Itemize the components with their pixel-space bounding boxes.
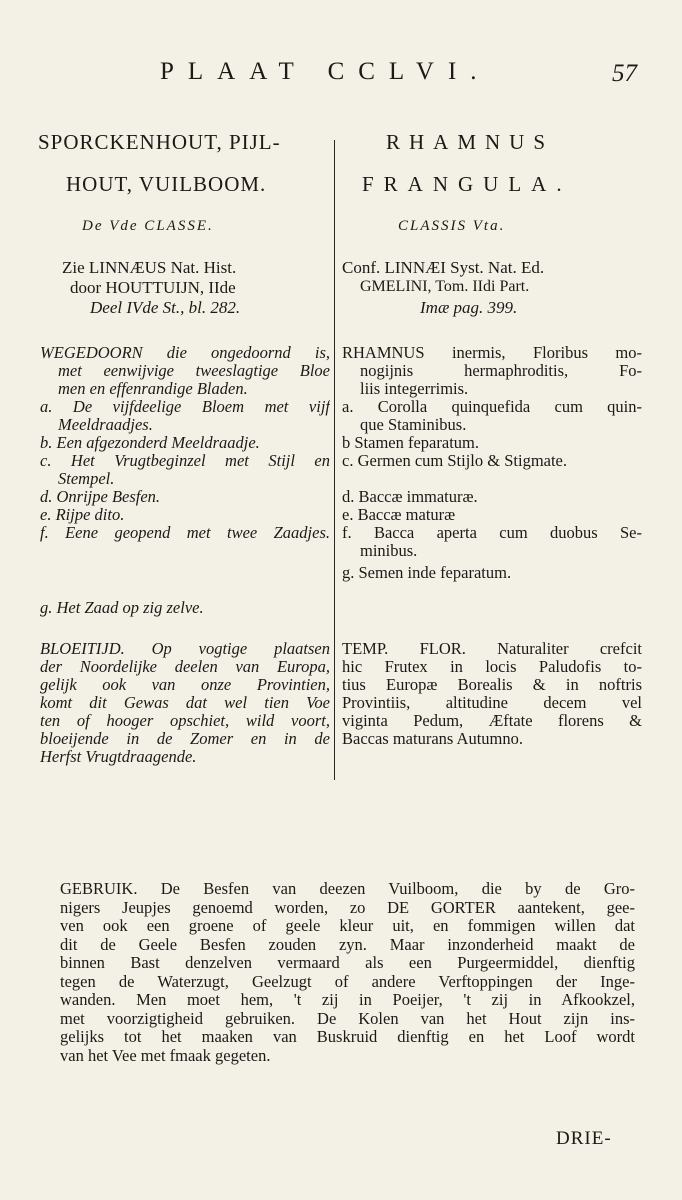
right-ref-line3: Imæ pag. 399. [420, 298, 518, 317]
left-bloei-line: ten of hooger opschiet, wild voort, [40, 712, 330, 730]
right-ref-line1: Conf. LINNÆI Syst. Nat. Ed. [342, 258, 545, 277]
gebruik-line: wanden. Men moet hem, 't zij in Poeijer, 't zij in Afkookzel, [60, 990, 635, 1009]
plate-title: PLAAT CCLVI. [160, 58, 491, 85]
left-desc-line: Stempel. [58, 470, 115, 488]
left-bloei-line: komt dit Gewas dat wel tien Voe [40, 694, 330, 712]
left-ref-line1: Zie LINNÆUS Nat. Hist. [62, 258, 237, 277]
right-ref-line2: GMELINI, Tom. IIdi Part. [360, 278, 530, 295]
right-desc-line: liis integerrimis. [360, 380, 469, 398]
gebruik-line: dit de Geele Besfen zouden zyn. Maar inzonderheid maakt de [60, 934, 635, 954]
left-desc-line: b. Een afgezonderd Meeldraadje. [40, 434, 260, 452]
left-ref-line3: Deel IVde St., bl. 282. [90, 298, 241, 317]
right-desc-line: minibus. [360, 542, 418, 560]
page-number: 57 [612, 60, 637, 87]
gebruik-line: tegen de Waterzugt, Geelzugt of andere Verftoppingen der Inge- [60, 971, 635, 991]
gebruik-line: nigers Jeupjes genoemd worden, zo DE GORTER aantekent, gee- [60, 897, 635, 917]
right-desc-line: c. Germen cum Stijlo & Stigmate. [342, 452, 568, 470]
right-title-line2: FRANGULA. [362, 172, 572, 196]
left-desc-line: c. Het Vrugtbeginzel met Stijl en [40, 452, 330, 470]
left-desc-line: d. Onrijpe Besfen. [40, 488, 161, 506]
gebruik-line: gelijks tot het maaken van Buskruid dienftig en het Loof wordt [60, 1027, 635, 1046]
gebruik-line: van het Vee met fmaak gegeten. [60, 1045, 271, 1065]
right-desc-line: b Stamen feparatum. [342, 434, 479, 452]
left-bloei-line: der Noordelijke deelen van Europa, [40, 658, 330, 676]
left-desc-line: men en effenrandige Bladen. [58, 380, 248, 398]
right-desc-line: RHAMNUS inermis, Floribus mo- [342, 344, 642, 362]
left-desc-line: met eenwijvige tweeslagtige Bloe [58, 362, 330, 380]
left-bloeitijd [40, 640, 330, 766]
right-desc-line: a. Corolla quinquefida cum quin- [342, 398, 642, 416]
right-desc-line: f. Bacca aperta cum duobus Se- [342, 524, 642, 542]
left-bloei-line: bloeijende in de Zomer en in de [40, 730, 330, 748]
left-description [40, 344, 330, 542]
left-ref-line2: door HOUTTUIJN, IIde [70, 278, 236, 297]
left-title-line1: SPORCKENHOUT, PIJL- [38, 130, 281, 154]
column-divider [334, 140, 335, 780]
right-temp-line: tius Europæ Borealis & in noftris [342, 676, 642, 694]
left-desc-line: e. Rijpe dito. [40, 506, 125, 524]
right-temp-line: hic Frutex in locis Paludofis to- [342, 658, 642, 676]
left-title-line2: HOUT, VUILBOOM. [66, 172, 267, 196]
right-description [342, 344, 642, 582]
right-temp-line: Baccas maturans Autumno. [342, 730, 524, 748]
right-desc-line: g. Semen inde feparatum. [342, 564, 512, 582]
right-desc-line: nogijnis hermaphroditis, Fo- [360, 362, 642, 380]
gebruik-line: met voorzigtigheid gebruiken. De Kolen van het Hout zijn ins- [60, 1008, 635, 1028]
right-classis: CLASSIS Vta. [398, 218, 506, 234]
left-desc-line: f. Eene geopend met twee Zaadjes. [40, 524, 330, 542]
left-bloei-line: BLOEITIJD. Op vogtige plaatsen [40, 640, 330, 658]
catchword: DRIE- [556, 1128, 612, 1149]
right-temp-flor [342, 640, 642, 748]
right-temp-line: Provintiis, altitudine decem vel [342, 694, 642, 712]
gebruik-paragraph [60, 880, 635, 1065]
left-g-line: g. Het Zaad op zig zelve. [40, 598, 204, 617]
right-desc-line: que Staminibus. [360, 416, 467, 434]
left-desc-line: Meeldraadjes. [58, 416, 153, 434]
gebruik-line: GEBRUIK. De Besfen van deezen Vuilboom, die by de Gro- [60, 879, 635, 898]
left-desc-line: a. De vijfdeelige Bloem met vijf [40, 398, 330, 416]
gebruik-line: binnen Bast denzelven vermaard als een Purgeermiddel, dienftig [60, 953, 635, 972]
left-bloei-line: gelijk ook van onze Provintien, [40, 676, 330, 694]
left-classe: De Vde CLASSE. [82, 218, 214, 234]
right-temp-line: viginta Pedum, Æftate florens & [342, 712, 642, 730]
right-temp-line: TEMP. FLOR. Naturaliter crefcit [342, 640, 642, 658]
right-desc-line: d. Baccæ immaturæ. [342, 488, 478, 506]
right-desc-line: e. Baccæ maturæ [342, 506, 456, 524]
left-bloei-line: Herfst Vrugtdraagende. [40, 748, 197, 766]
gebruik-line: ven ook een groene of geele kleur uit, en fommigen willen dat [60, 916, 635, 935]
right-title-line1: RHAMNUS [386, 130, 555, 154]
left-desc-line: WEGEDOORN die ongedoornd is, [40, 344, 330, 362]
